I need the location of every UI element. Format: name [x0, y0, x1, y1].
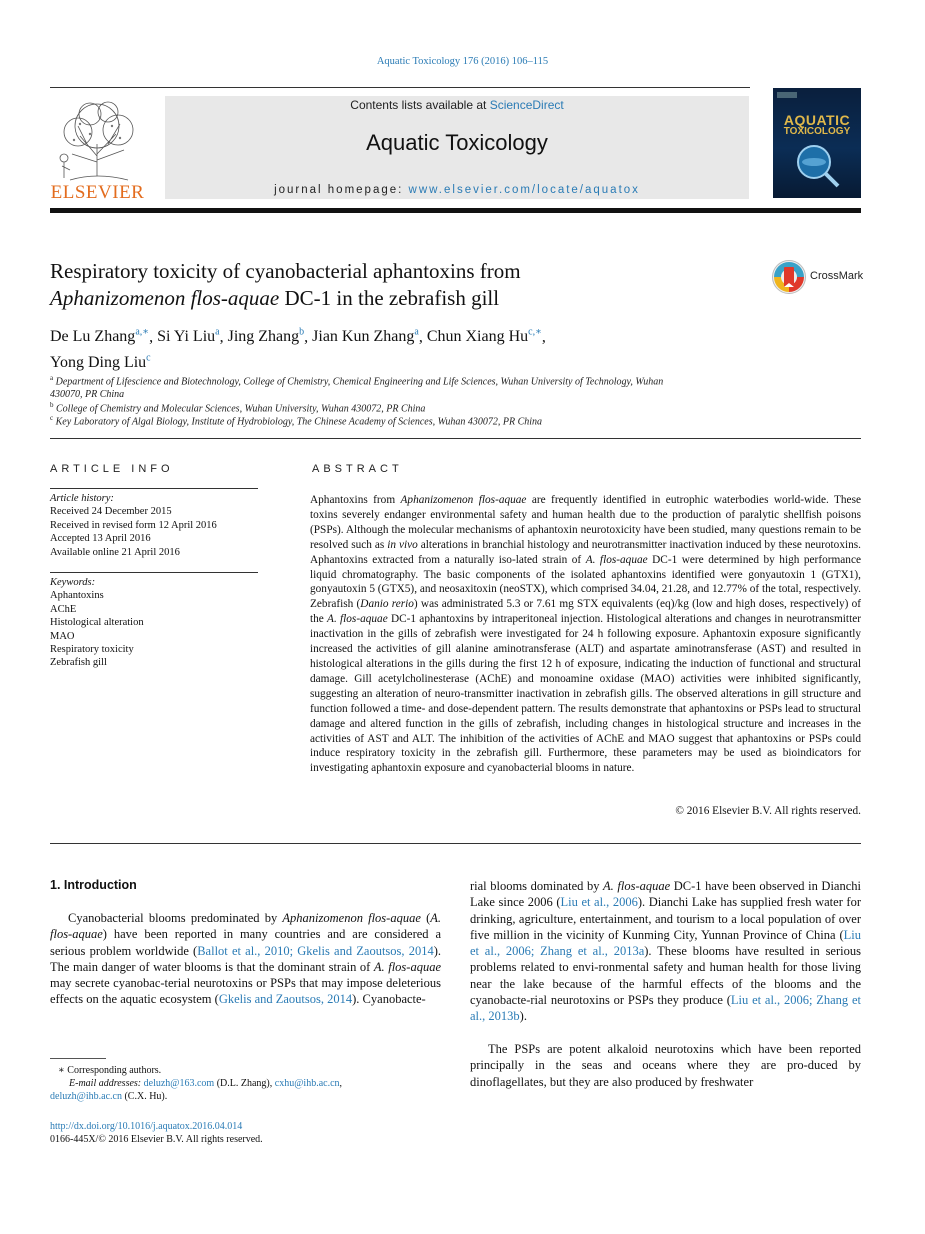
elsevier-wordmark: ELSEVIER — [50, 182, 145, 203]
history-item: Accepted 13 April 2016 — [50, 533, 151, 545]
history-item: Received 24 December 2015 — [50, 506, 172, 518]
author-affil-mark[interactable]: a — [215, 327, 220, 338]
affiliation-a: $^a$ Department of Lifescience and Biotechnology, College of Chemistry, Chemical Engineering and Life Sciences, Wuhan University of Technology, Wuhan 430070, PR China — [50, 374, 664, 401]
doi-link[interactable]: http://dx.doi.org/10.1016/j.aquatox.2016.04.014 — [50, 1121, 243, 1132]
header-top-rule — [50, 87, 750, 88]
keywords-rule — [50, 572, 258, 573]
author-affil-mark[interactable]: c,∗ — [528, 327, 542, 338]
author[interactable]: Yong Ding Liu$^c$ — [50, 352, 151, 371]
history-item: Received in revised form 12 April 2016 — [50, 519, 217, 531]
abstract-copyright: © 2016 Elsevier B.V. All rights reserved. — [675, 805, 861, 817]
author[interactable]: De Lu Zhang$^{a,∗}$ — [50, 327, 150, 346]
author-separator: , — [219, 328, 228, 346]
article-history — [50, 492, 260, 559]
email-link[interactable]: cxhu@ihb.ac.cn — [274, 1078, 340, 1089]
sciencedirect-link[interactable]: ScienceDirect — [489, 98, 564, 112]
affiliation-mark: b — [50, 401, 54, 409]
title-species: Aphanizomenon flos-aquae — [50, 286, 280, 310]
author-affil-mark[interactable]: c — [146, 352, 151, 364]
citation-link[interactable]: Liu et al., 2006 — [560, 895, 638, 910]
citation-link[interactable]: Liu et al., 2006; Zhang et al., 2013b — [470, 993, 861, 1024]
email-addresses: E-mail addresses: deluzh@163.com (D.L. Zhang), cxhu@ihb.ac.cn, deluzh@ihb.ac.cn (C.X. Hu). — [50, 1078, 343, 1103]
corresponding-authors-note: ∗ Corresponding authors. — [58, 1065, 162, 1076]
keyword: Respiratory toxicity — [50, 644, 134, 656]
author-separator: , — [418, 328, 427, 346]
header-bottom-rule — [50, 208, 861, 213]
cover-title-aquatic: AQUATIC — [783, 112, 851, 128]
article-title — [50, 258, 750, 312]
citation-link[interactable]: Ballot et al., 2010; Gkelis and Zaoutsos, 2014 — [197, 943, 434, 958]
email-label: E-mail addresses: — [69, 1078, 142, 1089]
author[interactable]: Si Yi Liu$^a$ — [157, 327, 220, 346]
affiliation-mark: c — [50, 414, 54, 422]
intro-paragraph-1: Cyanobacterial blooms predominated by Aphanizomenon flos-aquae (A. flos-aquae) have been reported in many countries and are considered a serious problem worldwide (Ballot et al., 2010; Gkelis and Zaoutsos, 2014). The main danger of water blooms is that the dominant strain of A. flos-aquae may secrete cyanobac-terial neurotoxins or PSPs that may impose deleterious effects on the aquatic ecosystem (Gkelis and Zaoutsos, 2014). Cyanobacte- — [50, 911, 441, 1007]
affiliation-b: $^b$ College of Chemistry and Molecular Sciences, Wuhan University, Wuhan 430072, PR China — [50, 401, 426, 415]
keyword: MAO — [50, 630, 75, 642]
article-history-label: Article history: — [50, 493, 114, 504]
intro-paragraph-2: The PSPs are potent alkaloid neurotoxins which have been reported principally in the seas and oceans where they are pro-duced by dinoflagellates, but they are also produced by freshwater — [470, 1042, 861, 1089]
cover-title-toxicology: TOXICOLOGY — [783, 126, 851, 137]
contents-line — [165, 98, 749, 112]
abstract-heading: ABSTRACT — [312, 463, 403, 475]
citation-link[interactable]: Liu et al., 2006; Zhang et al., 2013a — [470, 927, 861, 959]
abstract-bottom-rule — [50, 843, 861, 844]
footnote-rule — [50, 1058, 106, 1059]
author-separator: , — [541, 328, 546, 346]
keyword: AChE — [50, 603, 77, 615]
homepage-prefix: journal homepage: — [274, 184, 409, 196]
author-affil-mark[interactable]: b — [299, 327, 305, 338]
journal-name: Aquatic Toxicology — [366, 130, 548, 155]
intro-paragraph-1-continued: rial blooms dominated by A. flos-aquae DC-1 have been observed in Dianchi Lake since 2006 (Liu et al., 2006). Dianchi Lake has supplied fresh water for drinking, agriculture, entertainment, and tourism to a local population of over five million in the vicinity of Kunming City, Yunnan Province of China (Liu et al., 2006; Zhang et al., 2013a). These blooms have resulted in serious problems related to envi-ronmental safety and human health for those living near the lake because of the harmful effects of the blooms and the cyanobacte-rial neurotoxins or PSPs they produce (Liu et al., 2006; Zhang et al., 2013b). — [470, 879, 862, 1024]
article-info-rule — [50, 488, 258, 489]
article-info-heading: ARTICLE INFO — [50, 463, 174, 475]
journal-citation[interactable]: Aquatic Toxicology 176 (2016) 106–115 — [376, 56, 549, 67]
title-bottom-rule — [50, 438, 861, 439]
author-list — [50, 322, 830, 373]
keywords-label: Keywords: — [50, 577, 96, 588]
cover-magnifier-icon — [790, 140, 846, 192]
author-affil-mark[interactable]: a — [414, 327, 419, 338]
keywords — [50, 576, 260, 670]
homepage-link[interactable]: www.elsevier.com/locate/aquatox — [408, 184, 640, 196]
title-line-1: Respiratory toxicity of cyanobacterial aphantoxins from — [50, 259, 521, 283]
section-title-introduction: 1. Introduction — [50, 878, 137, 892]
affiliation-mark: a — [50, 374, 54, 382]
affiliation-a-line-2: 430070, PR China — [50, 389, 125, 401]
email-link[interactable]: deluzh@ihb.ac.cn — [50, 1091, 122, 1103]
author-separator: , — [149, 328, 158, 346]
author[interactable]: Jing Zhang$^b$ — [227, 327, 305, 346]
abstract-text: Aphantoxins from Aphanizomenon flos-aquae are frequently identified in eutrophic waterbodies world-wide. These toxins severely endanger environmental safety and human health due to the production of paralytic shellfish poisons (PSPs). Although the molecular mechanisms of aphantoxin neurotoxicity have been studied, many questions remain to be resolved such as in vivo alterations in branchial histology and neurotransmitter inactivation induced by these neurotoxins. Aphantoxins extracted from a naturally iso-lated strain of A. flos-aquae DC-1 were determined by high performance liquid chromatography. The basic components of the isolated aphantoxins identified were gonyautoxin 1 (GTX1), gonyautoxin 5 (GTX5), and neosaxitoxin (neoSTX), which comprised 34.04, 21.28, and 12.77% of the total, respectively. Zebrafish (Danio rerio) was administrated 5.3 or 7.61 mg STX equivalents (eq)/kg (low and high doses, respectively) of the A. flos-aquae DC-1 aphantoxins by intraperitoneal injection. Histological alterations and changes in neurotransmitter inactivation in the gills of zebrafish were investigated for 24 h following exposure. Aphantoxin exposure significantly increased the activities of gill alanine aminotransferase (ALT) and aspartate aminotransferase (AST) and resulted in histological alterations in the gills during the first 12 h of exposure, indicating the induction of functional and structural damage. Gill acetylcholinesterase (AChE) and monoamine oxidase (MAO) activities were inhibited significantly, suggesting an alteration of neuro-transmitter inactivation in zebrafish gills. The observed alterations in gill structure and function followed a time- and dose-dependent pattern. The results demonstrate that aphantoxins or PSPs lead to structural damage and altered function in the gills of zebrafish, including changes in histological structure and increases in the activities of AST and ALT. The inhibition of the activities of AChE and MAO suggest that aphantoxins or PSPs could induce respiratory toxicity in the zebrafish gill. Furthermore, these parameters may be used as bioindicators for investigating aphantoxin exposure and cyanobacterial blooms in nature. — [310, 494, 861, 775]
issn-line: 0166-445X/© 2016 Elsevier B.V. All rights reserved. — [50, 1134, 263, 1145]
keyword: Aphantoxins — [50, 590, 104, 602]
crossmark-label[interactable]: CrossMark — [810, 270, 864, 282]
title-line-2: DC-1 in the zebrafish gill — [279, 286, 500, 310]
keyword: Zebrafish gill — [50, 657, 107, 669]
contents-prefix: Contents lists available at — [350, 98, 490, 112]
email-link[interactable]: deluzh@163.com — [143, 1078, 215, 1089]
author-separator: , — [304, 328, 313, 346]
affiliation-c: $^c$ Key Laboratory of Algal Biology, Institute of Hydrobiology, The Chinese Academy of Sciences, Wuhan 430072, PR China — [50, 414, 543, 428]
crossmark-icon[interactable] — [771, 259, 807, 295]
author[interactable]: Jian Kun Zhang$^a$ — [312, 327, 419, 346]
history-item: Available online 21 April 2016 — [50, 546, 180, 558]
journal-homepage-line — [165, 184, 749, 196]
author[interactable]: Chun Xiang $Hu^{c,∗}$ — [426, 327, 542, 346]
keyword: Histological alteration — [50, 617, 144, 629]
cover-header-strip — [777, 92, 797, 98]
author-affil-mark[interactable]: a,∗ — [135, 327, 150, 338]
citation-link[interactable]: Gkelis and Zaoutsos, 2014 — [218, 992, 353, 1007]
